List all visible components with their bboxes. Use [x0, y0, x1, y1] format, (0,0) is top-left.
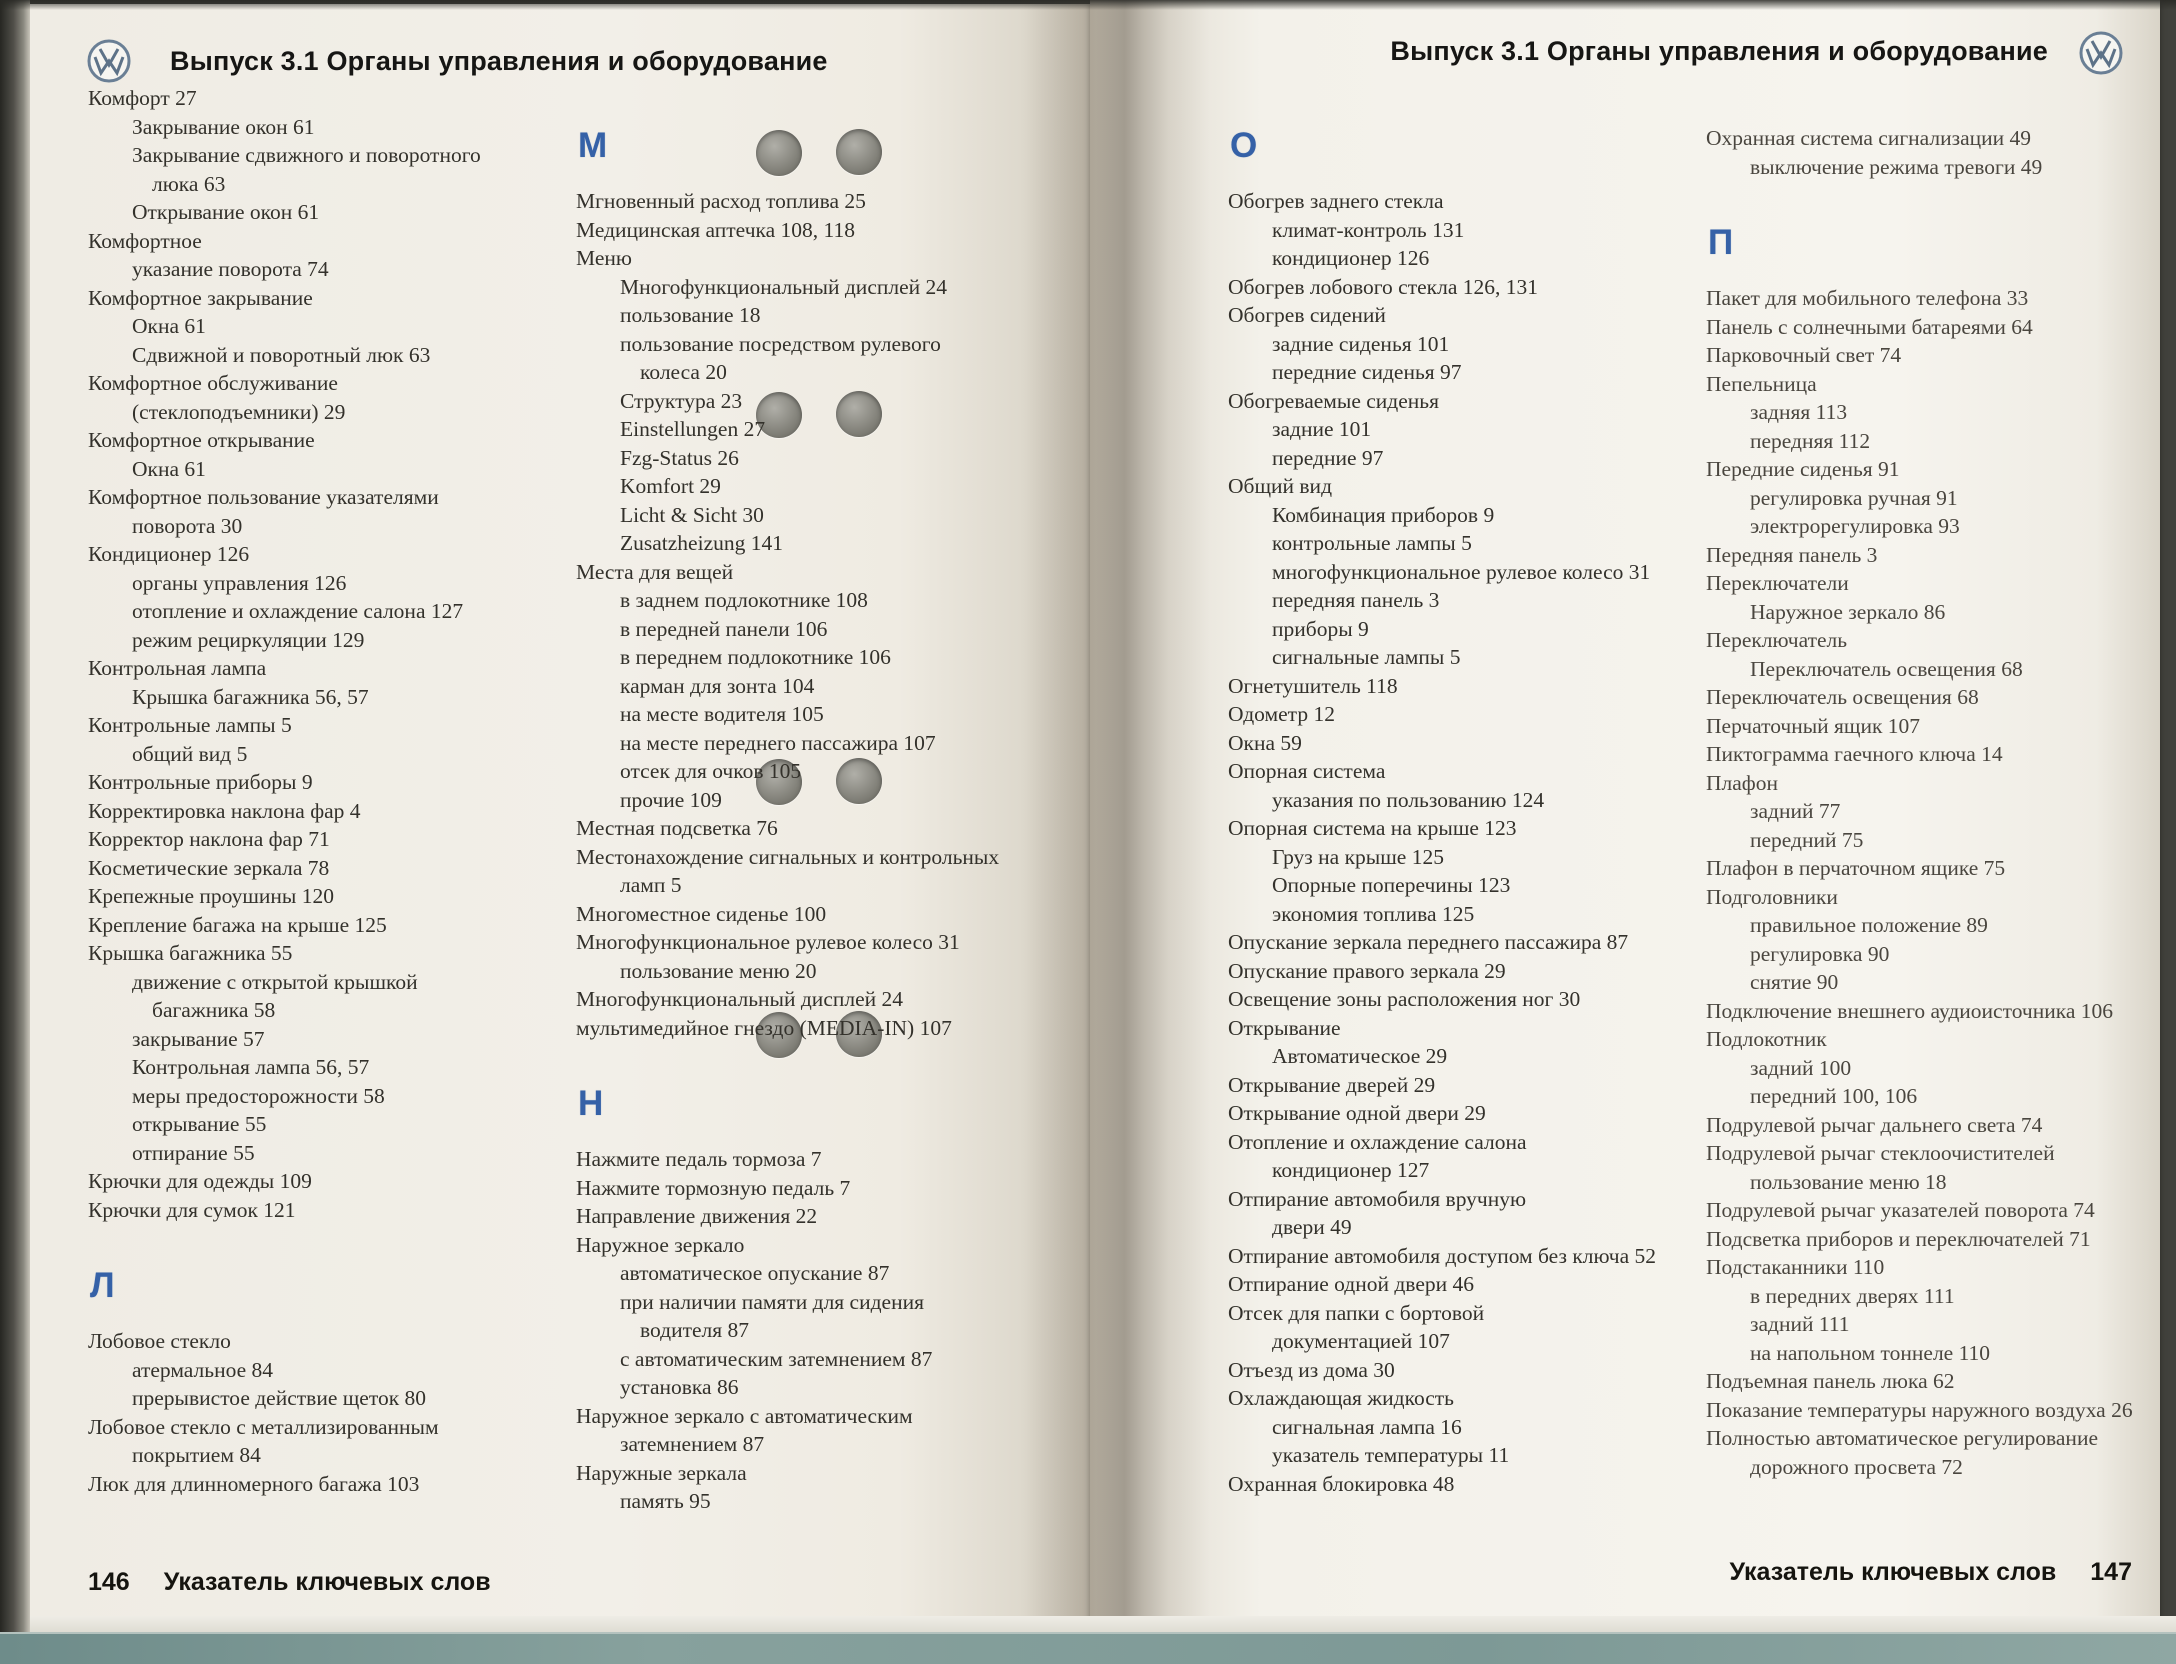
index-subentry: кондиционер 127: [1272, 1158, 1430, 1182]
index-entry: Контрольные лампы 5: [88, 713, 292, 737]
index-entry: Крепежные проушины 120: [88, 884, 334, 908]
index-subentry: двери 49: [1272, 1215, 1352, 1239]
index-subentry: передняя панель 3: [1272, 588, 1440, 612]
index-entry: Перчаточный ящик 107: [1706, 713, 1921, 738]
section-letter: П: [1708, 223, 1734, 262]
index-subentry: Многофункциональный дисплей 24: [620, 274, 948, 299]
index-subentry: дорожного просвета 72: [1750, 1454, 1963, 1479]
left-page-footer: [88, 1568, 491, 1597]
index-subentry: Licht & Sicht 30: [620, 502, 764, 527]
index-column-1: [88, 86, 570, 1500]
index-entry: Комфортное обслуживание: [88, 371, 338, 395]
index-entry: Наружное зеркало с автоматическим: [576, 1403, 913, 1428]
left-page-header-title: Выпуск 3.1 Органы управления и оборудование: [170, 46, 828, 76]
index-entry: Комфортное пользование указателями: [88, 485, 439, 509]
index-subentry: снятие 90: [1750, 970, 1839, 994]
index-entry: Корректировка наклона фар 4: [88, 798, 361, 823]
book-edge: [0, 0, 30, 1664]
index-subentry: Груз на крыше 125: [1272, 844, 1444, 869]
index-entry: Открывание одной двери 29: [1228, 1101, 1486, 1125]
index-subentry: задняя 113: [1750, 400, 1848, 424]
index-subentry: пользование меню 20: [620, 958, 817, 983]
index-entry: Показание температуры наружного воздуха 26: [1706, 1397, 2133, 1422]
index-subentry: ламп 5: [620, 873, 682, 897]
scanner-background-band: [0, 1632, 2176, 1664]
footer-label-left: Указатель ключевых слов: [163, 1568, 491, 1596]
index-entry: Одометр 12: [1228, 702, 1335, 726]
index-entry: Подключение внешнего аудиоисточника 106: [1706, 998, 2114, 1023]
index-entry: Отпирание одной двери 46: [1228, 1272, 1475, 1296]
index-subentry: Наружное зеркало 86: [1750, 599, 1946, 624]
index-subentry: установка 86: [620, 1375, 739, 1399]
index-subentry: сигнальная лампа 16: [1272, 1414, 1462, 1439]
index-subentry: движение с открытой крышкой: [132, 969, 418, 994]
index-subentry: автоматическое опускание 87: [620, 1261, 890, 1285]
index-subentry: в заднем подлокотнике 108: [620, 588, 868, 612]
index-subentry: общий вид 5: [132, 741, 248, 766]
index-entry: Обогрев заднего стекла: [1228, 189, 1444, 213]
index-entry: Кондиционер 126: [88, 542, 250, 566]
index-subentry: Закрывание окон 61: [132, 114, 315, 139]
index-entry: Комфорт 27: [88, 86, 197, 110]
index-entry: Плафон в перчаточном ящике 75: [1706, 856, 2006, 880]
index-subentry: поворота 30: [132, 513, 243, 538]
index-subentry: указатель температуры 11: [1272, 1443, 1510, 1467]
section-letter: О: [1230, 126, 1258, 165]
index-subentry: режим рециркуляции 129: [132, 627, 365, 652]
index-column-2: [576, 86, 1076, 1518]
index-subentry: в переднем подлокотнике 106: [620, 645, 891, 669]
index-subentry: регулировка 90: [1750, 941, 1890, 966]
index-subentry: задний 100: [1750, 1055, 1852, 1080]
section-letter: Н: [578, 1084, 604, 1123]
index-entry: Лобовое стекло с металлизированным: [88, 1414, 439, 1439]
index-subentry: Einstellungen 27: [620, 417, 766, 441]
footer-label-right: Указатель ключевых слов: [1729, 1558, 2057, 1586]
index-entry: Полностью автоматическое регулирование: [1706, 1426, 2098, 1450]
index-entry: Обогрев лобового стекла 126, 131: [1228, 274, 1539, 299]
index-subentry: многофункциональное рулевое колесо 31: [1272, 559, 1651, 584]
index-column-3: [1228, 86, 1728, 1500]
index-subentry: отопление и охлаждение салона 127: [132, 599, 464, 623]
index-subentry: Структура 23: [620, 388, 743, 413]
index-entry: Опорная система на крыше 123: [1228, 816, 1517, 840]
index-subentry: отпирание 55: [132, 1140, 255, 1165]
index-subentry: на месте переднего пассажира 107: [620, 730, 936, 755]
index-subentry: контрольные лампы 5: [1272, 531, 1472, 555]
index-entry: Опускание зеркала переднего пассажира 87: [1228, 930, 1629, 954]
index-entry: Комфортное: [88, 228, 202, 253]
index-subentry: документацией 107: [1272, 1329, 1450, 1353]
index-subentry: пользование 18: [620, 303, 761, 327]
index-subentry: на месте водителя 105: [620, 702, 824, 726]
index-subentry: прерывистое действие щеток 80: [132, 1386, 427, 1410]
index-subentry: пользование посредством рулевого: [620, 331, 941, 356]
index-subentry: сигнальные лампы 5: [1272, 645, 1461, 669]
index-entry: Контрольные приборы 9: [88, 770, 313, 794]
index-subentry: Переключатель освещения 68: [1750, 656, 2023, 681]
index-entry: Наружные зеркала: [576, 1460, 747, 1485]
index-subentry: Окна 61: [132, 456, 206, 481]
index-subentry: закрывание 57: [132, 1026, 265, 1051]
index-entry: Комфортное закрывание: [88, 285, 313, 310]
index-subentry: указания по пользованию 124: [1272, 787, 1545, 812]
index-entry: Охлаждающая жидкость: [1228, 1386, 1454, 1410]
index-subentry: в передней панели 106: [620, 616, 828, 641]
index-subentry: правильное положение 89: [1750, 913, 1988, 937]
index-subentry: передний 100, 106: [1750, 1084, 1918, 1108]
index-subentry: электрорегулировка 93: [1750, 514, 1960, 538]
index-subentry: передние сиденья 97: [1272, 360, 1462, 384]
index-subentry: климат-контроль 131: [1272, 217, 1465, 242]
index-subentry: Открывание окон 61: [132, 200, 320, 224]
index-subentry: передний 75: [1750, 827, 1864, 852]
index-entry: Лобовое стекло: [88, 1329, 231, 1353]
index-subentry: на напольном тоннеле 110: [1750, 1340, 1991, 1365]
index-entry: Передняя панель 3: [1706, 542, 1878, 567]
index-entry: Освещение зоны расположения ног 30: [1228, 987, 1581, 1011]
index-subentry: Сдвижной и поворотный люк 63: [132, 342, 431, 367]
index-entry: Подстаканники 110: [1706, 1255, 1885, 1279]
index-entry: Пакет для мобильного телефона 33: [1706, 286, 2029, 310]
index-subentry: указание поворота 74: [132, 257, 329, 281]
index-subentry: память 95: [620, 1489, 711, 1513]
index-subentry: атермальное 84: [132, 1357, 274, 1382]
page-number-right: 147: [2090, 1558, 2132, 1586]
index-subentry: Контрольная лампа 56, 57: [132, 1055, 370, 1079]
index-subentry: колеса 20: [640, 360, 727, 384]
index-subentry: передняя 112: [1750, 428, 1871, 453]
index-subentry: задние 101: [1272, 417, 1372, 441]
index-subentry: Комбинация приборов 9: [1272, 502, 1495, 527]
index-entry: Обогрев сидений: [1228, 303, 1386, 327]
index-entry: Открывание: [1228, 1015, 1341, 1040]
index-entry: Подъемная панель люка 62: [1706, 1369, 1955, 1393]
index-subentry: карман для зонта 104: [620, 673, 815, 698]
index-entry: Опорная система: [1228, 759, 1386, 783]
index-subentry: кондиционер 126: [1272, 246, 1430, 270]
index-entry: Меню: [576, 246, 632, 270]
index-subentry: Fzg-Status 26: [620, 445, 739, 470]
index-entry: Подголовники: [1706, 884, 1838, 909]
index-subentry: приборы 9: [1272, 616, 1369, 641]
index-entry: Пепельница: [1706, 371, 1817, 396]
index-subentry: Komfort 29: [620, 474, 721, 498]
index-entry: Подлокотник: [1706, 1027, 1827, 1051]
index-entry: Крючки для одежды 109: [88, 1169, 312, 1193]
index-entry: Отопление и охлаждение салона: [1228, 1129, 1527, 1154]
right-page-header-title: Выпуск 3.1 Органы управления и оборудование: [1390, 36, 2048, 66]
index-subentry: Крышка багажника 56, 57: [132, 684, 369, 709]
index-subentry: Автоматическое 29: [1272, 1044, 1448, 1068]
index-subentry: (стеклоподъемники) 29: [132, 399, 346, 424]
index-entry: Плафон: [1706, 770, 1778, 795]
index-entry: Парковочный свет 74: [1706, 343, 1902, 367]
index-subentry: прочие 109: [620, 787, 722, 812]
index-entry: Окна 59: [1228, 730, 1302, 755]
index-subentry: передние 97: [1272, 445, 1384, 470]
index-subentry: задний 111: [1750, 1312, 1850, 1336]
index-entry: Многофункциональный дисплей 24: [576, 987, 904, 1011]
index-entry: Корректор наклона фар 71: [88, 827, 330, 851]
index-entry: Подрулевой рычаг указателей поворота 74: [1706, 1198, 2095, 1222]
index-subentry: регулировка ручная 91: [1750, 485, 1958, 510]
index-entry: Открывание дверей 29: [1228, 1072, 1436, 1097]
index-entry: Панель с солнечными батареями 64: [1706, 314, 2033, 339]
index-entry: Нажмите педаль тормоза 7: [576, 1147, 822, 1171]
section-letter: Л: [90, 1266, 115, 1305]
index-subentry: Закрывание сдвижного и поворотного: [132, 143, 481, 167]
index-subentry: Опорные поперечины 123: [1272, 873, 1511, 897]
index-entry: Отъезд из дома 30: [1228, 1357, 1395, 1382]
index-entry: Передние сиденья 91: [1706, 457, 1900, 481]
index-entry: Многофункциональное рулевое колесо 31: [576, 930, 960, 954]
index-entry: Крючки для сумок 121: [88, 1197, 296, 1222]
index-subentry: Zusatzheizung 141: [620, 531, 783, 555]
index-entry: мультимедийное гнездо (MEDIA-IN) 107: [576, 1015, 952, 1040]
index-entry: Крепление багажа на крыше 125: [88, 912, 387, 937]
index-entry: Косметические зеркала 78: [88, 855, 330, 880]
index-entry: Крышка багажника 55: [88, 941, 293, 965]
index-entry: Общий вид: [1228, 474, 1333, 498]
index-subentry: водителя 87: [640, 1318, 750, 1342]
index-entry: Подрулевой рычаг стеклоочистителей: [1706, 1141, 2055, 1165]
index-subentry: меры предосторожности 58: [132, 1083, 385, 1108]
index-subentry: экономия топлива 125: [1272, 901, 1475, 926]
index-entry: Отсек для папки с бортовой: [1228, 1300, 1485, 1325]
index-subentry: затемнением 87: [620, 1432, 765, 1456]
index-entry: Мгновенный расход топлива 25: [576, 189, 866, 213]
index-entry: Наружное зеркало: [576, 1232, 745, 1257]
index-entry: Обогреваемые сиденья: [1228, 388, 1439, 413]
index-entry: Медицинская аптечка 108, 118: [576, 217, 855, 242]
index-subentry: люка 63: [152, 171, 226, 196]
index-subentry: органы управления 126: [132, 570, 347, 595]
index-subentry: багажника 58: [152, 998, 276, 1022]
index-subentry: выключение режима тревоги 49: [1750, 154, 2043, 179]
index-entry: Направление движения 22: [576, 1204, 818, 1228]
index-entry: Местная подсветка 76: [576, 816, 778, 840]
vw-logo: [86, 38, 132, 84]
index-entry: Отпирание автомобиля вручную: [1228, 1186, 1527, 1211]
index-entry: Отпирание автомобиля доступом без ключа 52: [1228, 1243, 1656, 1268]
section-letter: М: [578, 126, 608, 165]
index-entry: Многоместное сиденье 100: [576, 901, 827, 926]
index-subentry: при наличии памяти для сидения: [620, 1289, 924, 1314]
index-entry: Места для вещей: [576, 559, 734, 584]
index-subentry: с автоматическим затемнением 87: [620, 1346, 933, 1371]
index-entry: Подрулевой рычаг дальнего света 74: [1706, 1112, 2043, 1137]
index-entry: Огнетушитель 118: [1228, 673, 1398, 698]
index-subentry: задние сиденья 101: [1272, 331, 1450, 356]
index-column-4: [1706, 86, 2164, 1483]
index-entry: Охранная система сигнализации 49: [1706, 126, 2032, 150]
index-entry: Нажмите тормозную педаль 7: [576, 1175, 851, 1200]
index-entry: Подсветка приборов и переключателей 71: [1706, 1226, 2091, 1251]
vw-logo: [2078, 30, 2124, 76]
right-page-footer: [1729, 1558, 2132, 1587]
index-subentry: отсек для очков 105: [620, 759, 802, 783]
index-entry: Комфортное открывание: [88, 428, 315, 452]
index-entry: Люк для длинномерного багажа 103: [88, 1471, 420, 1496]
index-subentry: в передних дверях 111: [1750, 1283, 1955, 1308]
index-entry: Переключатель освещения 68: [1706, 685, 1979, 709]
index-entry: Контрольная лампа: [88, 656, 267, 680]
index-subentry: покрытием 84: [132, 1443, 261, 1467]
scan-top-shadow: [0, 0, 2176, 10]
page-number-left: 146: [88, 1568, 130, 1596]
index-subentry: задний 77: [1750, 799, 1841, 823]
index-entry: Охранная блокировка 48: [1228, 1471, 1455, 1496]
index-entry: Переключатели: [1706, 571, 1849, 595]
index-subentry: Окна 61: [132, 314, 206, 338]
index-entry: Переключатель: [1706, 628, 1848, 652]
index-entry: Опускание правого зеркала 29: [1228, 958, 1506, 983]
index-entry: Пиктограмма гаечного ключа 14: [1706, 742, 2003, 766]
index-subentry: пользование меню 18: [1750, 1169, 1947, 1194]
index-subentry: открывание 55: [132, 1112, 267, 1136]
index-entry: Местонахождение сигнальных и контрольных: [576, 844, 1000, 869]
